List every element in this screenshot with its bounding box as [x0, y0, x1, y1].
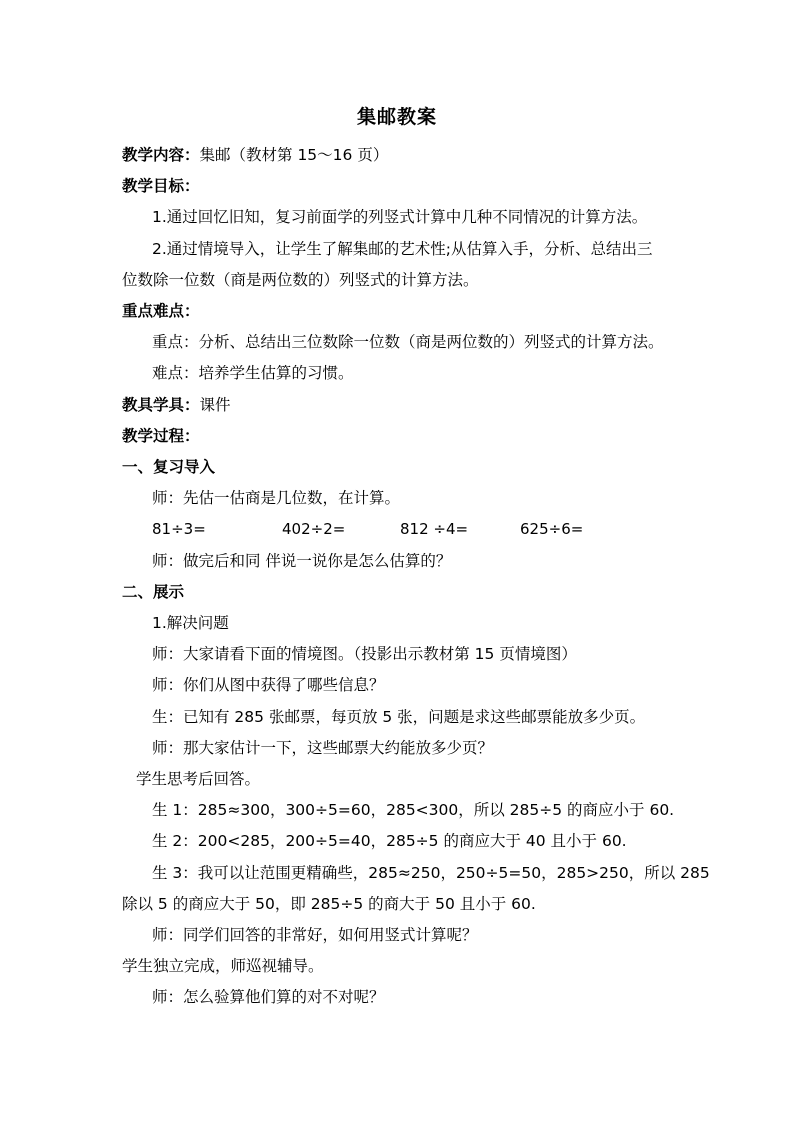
dialogue-line: 生：已知有 285 张邮票，每页放 5 张，问题是求这些邮票能放多少页。	[152, 708, 646, 726]
dialogue-line: 生 3：我可以让范围更精确些，285≈250，250÷5=50，285>250，所以 285	[152, 864, 710, 882]
dialogue-line: 师：同学们回答的非常好，如何用竖式计算呢？	[152, 926, 478, 944]
content-row	[122, 144, 388, 166]
calc-item-2: 402÷2=	[282, 520, 346, 538]
calc-item-1: 81÷3=	[152, 520, 206, 538]
content-text: 集邮（教材第 15～16 页）	[199, 146, 389, 164]
dialogue-line: 师：大家请看下面的情境图。（投影出示教材第 15 页情境图）	[152, 645, 577, 663]
difficulty-text: 难点：培养学生估算的习惯。	[152, 364, 354, 382]
calc-item-4: 625÷6=	[520, 520, 584, 538]
section-2-sub-heading: 1.解决问题	[152, 614, 229, 632]
dialogue-line: 除以 5 的商应大于 50，即 285÷5 的商大于 50 且小于 60.	[122, 895, 536, 913]
objective-item-2-line-1: 2.通过情境导入，让学生了解集邮的艺术性;从估算入手，分析、总结出三	[152, 240, 653, 258]
key-points-heading: 重点难点：	[122, 302, 200, 320]
dialogue-line: 师：怎么验算他们算的对不对呢？	[152, 988, 385, 1006]
content-label: 教学内容：	[122, 146, 200, 164]
objectives-heading: 教学目标：	[122, 177, 200, 195]
dialogue-line: 生 2：200<285，200÷5=40，285÷5 的商应大于 40 且小于 60.	[152, 832, 627, 850]
dialogue-line: 学生独立完成，师巡视辅导。	[122, 957, 324, 975]
dialogue-line: 师：那大家估计一下，这些邮票大约能放多少页？	[152, 739, 494, 757]
section-2-heading: 二、展示	[122, 583, 185, 601]
dialogue-line: 生 1：285≈300，300÷5=60，285<300，所以 285÷5 的商应小于 60.	[152, 801, 675, 819]
key-point-text: 重点：分析、总结出三位数除一位数（商是两位数的）列竖式的计算方法。	[152, 333, 664, 351]
tools-row	[122, 394, 231, 416]
objective-item-1: 1.通过回忆旧知，复习前面学的列竖式计算中几种不同情况的计算方法。	[152, 208, 648, 226]
section-1-line-1: 师：先估一估商是几位数，在计算。	[152, 489, 401, 507]
tools-label: 教具学具：	[122, 396, 200, 414]
process-heading: 教学过程：	[122, 427, 200, 445]
tools-text: 课件	[199, 396, 231, 414]
dialogue-line: 师：你们从图中获得了哪些信息？	[152, 676, 385, 694]
section-1-line-2: 师：做完后和同 伴说一说你是怎么估算的？	[152, 552, 452, 570]
page-title: 集邮教案	[356, 106, 437, 128]
section-1-heading: 一、复习导入	[122, 458, 216, 476]
dialogue-line: 学生思考后回答。	[136, 770, 261, 788]
calc-item-3: 812 ÷4=	[400, 520, 469, 538]
objective-item-2-line-2: 位数除一位数（商是两位数的）列竖式的计算方法。	[122, 271, 479, 289]
